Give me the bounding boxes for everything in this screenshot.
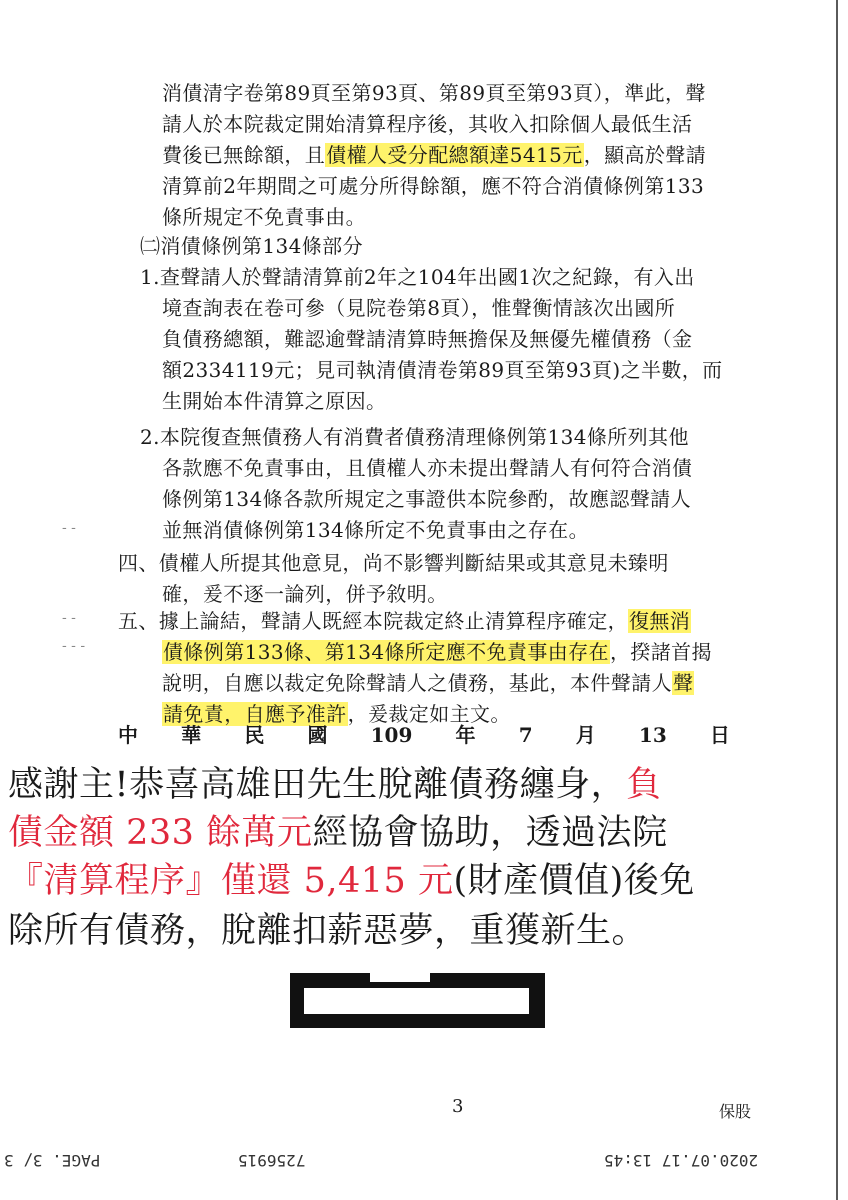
body-line <box>118 548 669 578</box>
date-part: 華 <box>181 723 202 747</box>
highlighted-text: 聲 <box>673 671 694 695</box>
margin-dash-mark: - - - <box>62 638 86 654</box>
date-part: 國 <box>307 723 328 747</box>
fax-timestamp: 2020.07.17 13:45 <box>604 1151 759 1170</box>
body-line <box>118 606 691 636</box>
body-line <box>140 262 695 292</box>
date-part: 日 <box>709 723 730 747</box>
body-text: 條例第134條各款所規定之事證供本院參酌，故應認聲請人 <box>162 487 691 511</box>
body-text: 生開始本件清算之原因。 <box>162 389 387 413</box>
date-part: 109 <box>370 723 413 747</box>
congratulation-note <box>0 748 786 973</box>
body-text: ㈡消債條例第134條部分 <box>140 234 363 258</box>
highlighted-text: 請免責，自應予准許 <box>163 702 347 726</box>
body-text: 確，爰不逐一論列，併予敘明。 <box>162 582 448 606</box>
body-line <box>162 668 694 698</box>
date-part: 中 <box>118 723 138 747</box>
body-text: 清算前2年期間之可處分所得餘額，應不符合消債條例第133 <box>162 174 705 198</box>
date-part: 年 <box>455 723 476 747</box>
note-text: (財產價值)後免 <box>453 861 695 901</box>
date-part: 13 <box>638 723 667 747</box>
body-line <box>162 355 723 385</box>
body-text: 請人於本院裁定開始清算程序後，其收入扣除個人最低生活 <box>162 112 693 136</box>
note-emphasis-text: 負 <box>626 765 662 805</box>
body-line <box>162 293 675 323</box>
body-line <box>162 109 692 139</box>
body-text: 境查詢表在卷可參（見院卷第8頁），惟聲衡情該次出國所 <box>162 296 676 320</box>
note-text: 感謝主!恭喜高雄田先生脫離債務纏身， <box>8 765 627 805</box>
body-line <box>162 78 706 108</box>
body-line <box>140 231 363 261</box>
note-line <box>8 810 668 856</box>
body-text: ，揆諸首揭 <box>609 640 712 664</box>
note-line <box>8 858 695 904</box>
body-text: 條所規定不免責事由。 <box>162 205 366 229</box>
body-line <box>162 324 692 354</box>
highlighted-text: 債條例第133條、第134條所定應不免責事由存在 <box>163 640 609 664</box>
body-text: ，顯高於聲請 <box>583 143 707 167</box>
margin-dash-mark: - - <box>62 610 76 626</box>
body-text: 2.本院復查無債務人有消費者債務清理條例第134條所列其他 <box>140 425 689 449</box>
body-line <box>162 579 448 609</box>
body-line <box>162 515 589 545</box>
body-text: 額2334119元；見司執清債清卷第89頁至第93頁)之半數，而 <box>162 358 723 382</box>
body-line <box>162 637 712 667</box>
body-line <box>140 422 689 452</box>
note-text: 經協會協助，透過法院 <box>312 813 668 853</box>
judgment-date <box>118 720 730 750</box>
note-line <box>8 908 647 954</box>
note-line <box>8 762 662 808</box>
note-text: 除所有債務，脫離扣薪惡夢，重獲新生。 <box>8 911 648 951</box>
fax-id: 7256915 <box>238 1151 306 1170</box>
highlighted-text: 債權人受分配總額達5415元 <box>326 143 583 167</box>
body-text: 四、債權人所提其他意見，尚不影響判斷結果或其意見未臻明 <box>118 551 669 575</box>
note-emphasis-text: 債金額 233 餘萬元 <box>8 813 313 853</box>
body-text: 費後已無餘額，且 <box>162 143 326 167</box>
body-line <box>162 202 366 232</box>
date-part: 民 <box>244 723 265 747</box>
body-text: 並無消債條例第134條所定不免責事由之存在。 <box>162 518 589 542</box>
body-line <box>162 453 692 483</box>
fax-page-count: PAGE. 3/ 3 <box>4 1151 101 1170</box>
body-line <box>162 171 704 201</box>
division-mark: 保股 <box>719 1102 752 1121</box>
body-text: 說明，自應以裁定免除聲請人之債務，基此，本件聲請人 <box>162 671 672 695</box>
body-text: 負債務總額，難認逾聲請清算時無擔保及無優先權債務（金 <box>162 327 693 351</box>
margin-dash-mark: - - <box>62 520 76 536</box>
body-text: 各款應不免責事由，且債權人亦未提出聲請人有何符合消債 <box>162 456 693 480</box>
body-line <box>162 386 386 416</box>
note-emphasis-text: 『清算程序』僅還 5,415 元 <box>8 861 454 901</box>
body-text: ，爰裁定如主文。 <box>347 702 511 726</box>
body-text: 五、據上論結，聲請人既經本院裁定終止清算程序確定， <box>118 609 628 633</box>
body-line <box>162 140 706 170</box>
highlighted-text: 復無消 <box>629 609 691 633</box>
date-part: 7 <box>518 723 533 747</box>
date-part: 月 <box>575 723 596 747</box>
page-number: 3 <box>452 1096 464 1117</box>
scan-edge-line <box>836 0 838 1200</box>
body-text: 消債清字卷第89頁至第93頁、第89頁至第93頁），準此，聲 <box>162 81 706 105</box>
body-text: 1.查聲請人於聲請清算前2年之104年出國1次之紀錄，有入出 <box>140 265 695 289</box>
body-line <box>162 484 691 514</box>
